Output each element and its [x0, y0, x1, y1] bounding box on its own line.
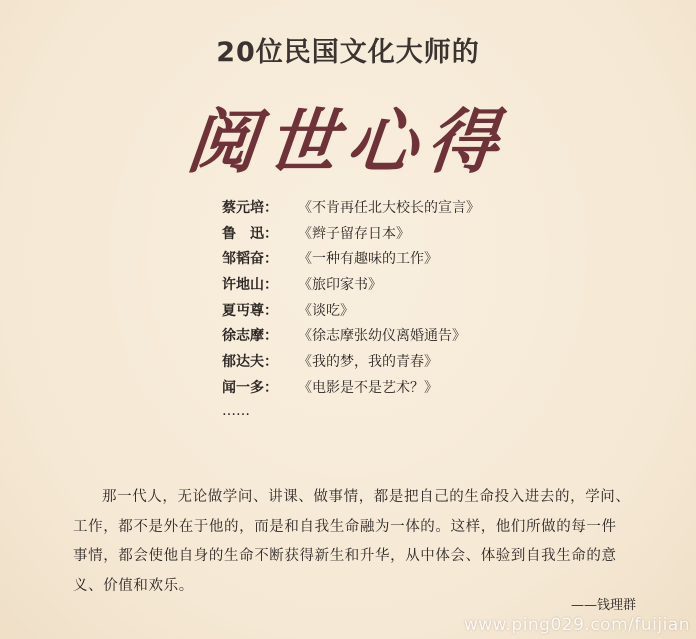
list-item [222, 223, 642, 249]
cover-title-calligraphy: 阅世心得 [183, 100, 512, 183]
work-title: 《谈吃》 [298, 302, 354, 319]
author-name: 蔡元培： [222, 200, 278, 216]
author-name: 鲁 迅： [222, 225, 278, 242]
work-title: 《电影是不是艺术？》 [298, 379, 438, 396]
watermark: www.ping029.com/fuijian [463, 615, 690, 635]
quote-paragraph: 那一代人，无论做学问、讲课、做事情，都是把自己的生命投入进去的，学问、工作，都不是外在于他的，而是和自我生命融为一体的。这样，他们所做的每一件事情，都会使他自身的生命不断获得新生和升华，从中体会、体验到自我生命的意义、价值和欢乐。 [73, 489, 631, 594]
list-item [222, 325, 642, 351]
list-item [222, 377, 642, 403]
work-title: 《辫子留存日本》 [298, 225, 410, 242]
author-name: 郁达夫： [222, 354, 278, 371]
author-name: 闻一多： [222, 379, 278, 396]
list-item [222, 248, 642, 274]
work-title: 《一种有趣味的工作》 [298, 251, 438, 268]
work-title: 《不肯再任北大校长的宣言》 [298, 200, 480, 216]
list-ellipsis: …… [222, 402, 250, 419]
list-item [222, 274, 642, 300]
list-item [222, 197, 642, 223]
author-name: 夏丏尊： [222, 302, 278, 319]
author-name: 许地山： [222, 277, 278, 294]
cover-subtitle: 20位民国文化大师的 [216, 37, 480, 68]
list-item [222, 300, 642, 326]
contents-list [222, 197, 642, 425]
list-item [222, 351, 642, 377]
work-title: 《我的梦，我的青春》 [298, 354, 438, 371]
work-title: 《旅印家书》 [298, 277, 382, 294]
author-name: 邹韬奋： [222, 251, 278, 268]
author-name: 徐志摩： [222, 328, 278, 345]
work-title: 《徐志摩张幼仪离婚通告》 [298, 328, 466, 345]
quote-signature: ——钱理群 [570, 598, 636, 613]
